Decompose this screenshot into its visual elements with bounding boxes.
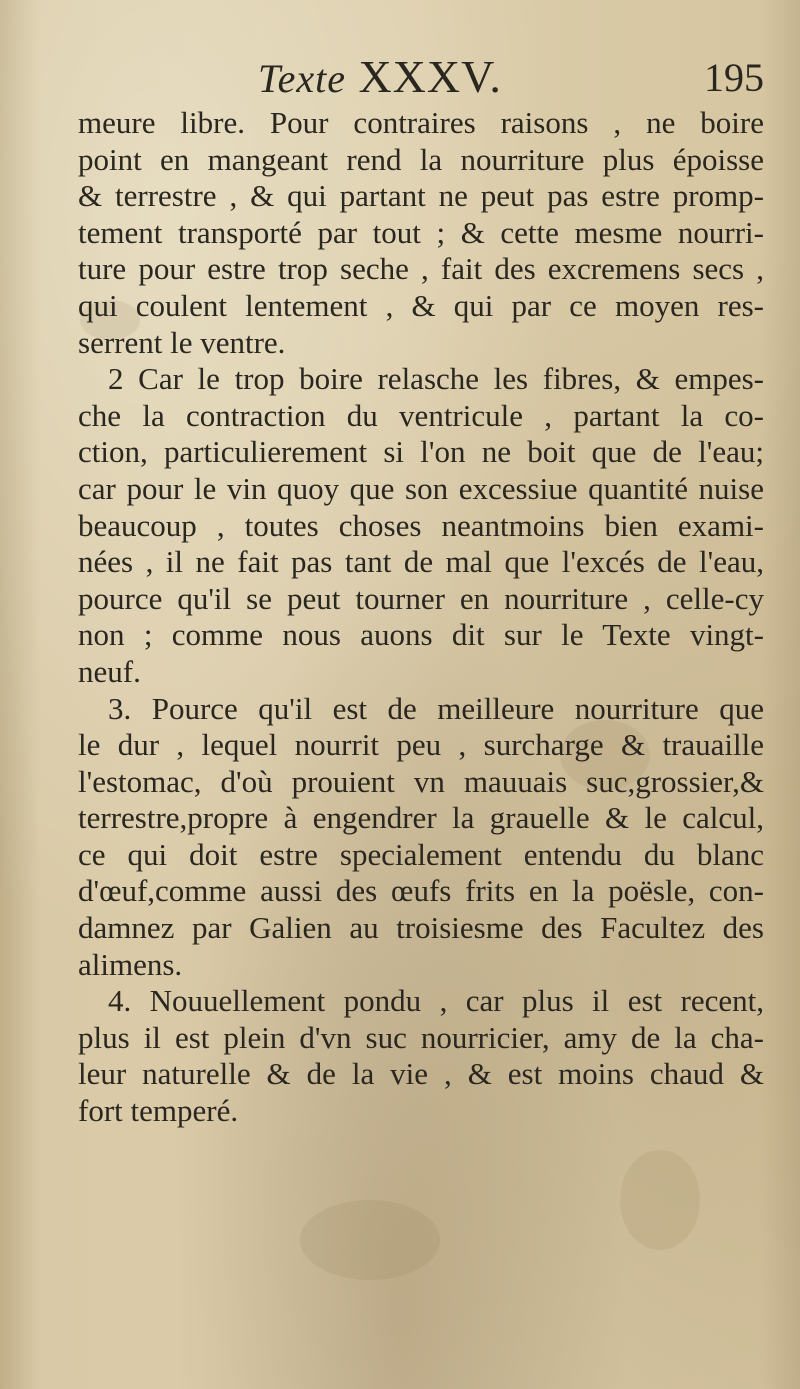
text-line: fort temperé.: [78, 1093, 239, 1129]
text-line: l'estomac, d'où prouient vn mauuais suc,grossier,&: [78, 763, 764, 799]
text-line: beaucoup , toutes choses neantmoins bien exami-: [78, 507, 764, 543]
text-line: 2 Car le trop boire relasche les fibres, & empes-: [108, 361, 764, 397]
text-line: 3. Pource qu'il est de meilleure nourriture que: [108, 690, 764, 726]
text-line: neuf.: [78, 653, 141, 689]
page-number: 195: [704, 55, 764, 100]
paper-stain: [620, 1150, 700, 1250]
text-line: plus il est plein d'vn suc nourricier, amy de la cha-: [78, 1019, 764, 1055]
text-line: 4. Nouuellement pondu , car plus il est recent,: [108, 983, 764, 1019]
running-title-italic: Texte: [258, 56, 346, 101]
text-line: che la contraction du ventricule , partant la co-: [78, 397, 764, 433]
body-text: [78, 105, 764, 1130]
paper-stain: [300, 1200, 440, 1280]
text-line: ction, particulierement si l'on ne boit que de l'eau;: [78, 434, 764, 470]
text-line: alimens.: [78, 946, 183, 982]
text-line: terrestre,propre à engendrer la grauelle & le calcul,: [78, 800, 764, 836]
running-title-number: XXXV.: [358, 51, 502, 102]
page-header: [0, 50, 800, 110]
text-line: tement transporté par tout ; & cette mesme nourri-: [78, 214, 764, 250]
text-line: pource qu'il se peut tourner en nourriture , celle-cy: [78, 580, 764, 616]
text-line: ture pour estre trop seche , fait des excremens secs ,: [78, 251, 764, 287]
text-line: le dur , lequel nourrit peu , surcharge & trauaille: [78, 727, 764, 763]
text-line: meure libre. Pour contraires raisons , ne boire: [78, 105, 764, 140]
text-line: leur naturelle & de la vie , & est moins chaud &: [78, 1056, 764, 1092]
text-line: non ; comme nous auons dit sur le Texte vingt-: [78, 617, 764, 653]
text-line: serrent le ventre.: [78, 324, 286, 360]
text-line: d'œuf,comme aussi des œufs frits en la poësle, con-: [78, 873, 764, 909]
running-title: [258, 50, 502, 103]
text-line: & terrestre , & qui partant ne peut pas estre promp-: [78, 178, 764, 214]
text-line: ce qui doit estre specialement entendu du blanc: [78, 836, 764, 872]
text-line: point en mangeant rend la nourriture plus époisse: [78, 141, 764, 177]
text-line: car pour le vin quoy que son excessiue quantité nuise: [78, 470, 764, 506]
text-line: damnez par Galien au troisiesme des Facultez des: [78, 910, 764, 946]
text-line: qui coulent lentement , & qui par ce moyen res-: [78, 287, 764, 323]
text-line: nées , il ne fait pas tant de mal que l'excés de l'eau,: [78, 544, 764, 580]
